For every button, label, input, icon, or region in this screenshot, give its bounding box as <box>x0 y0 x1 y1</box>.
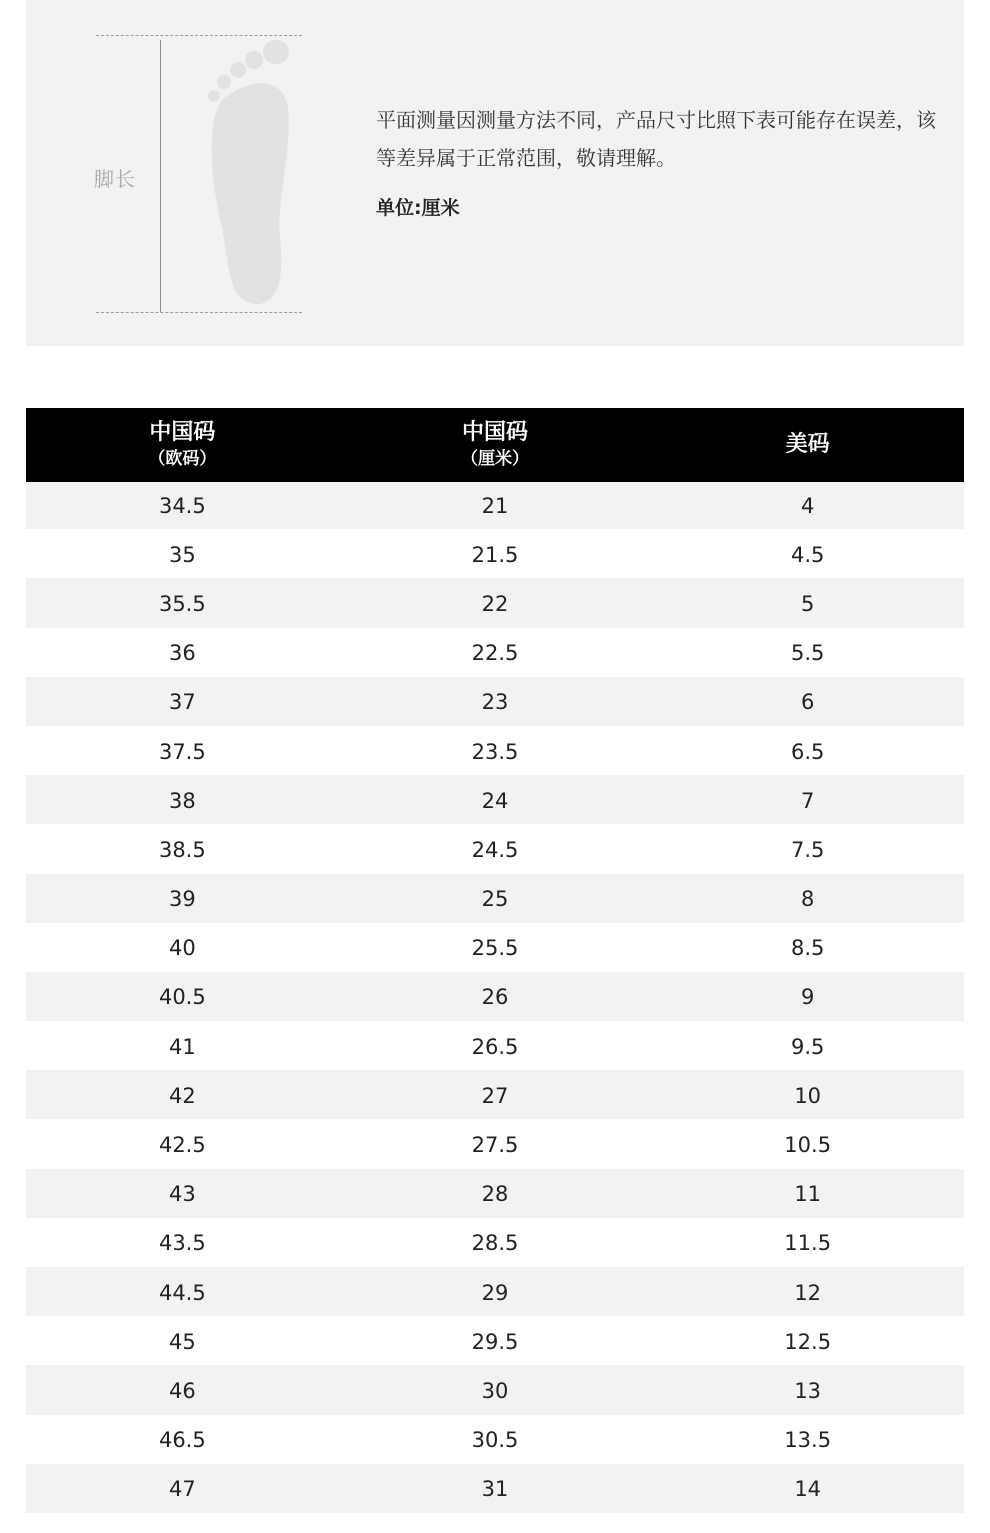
cell-us-size: 5.5 <box>790 641 825 666</box>
cell-cm-size: 27.5 <box>471 1133 519 1158</box>
cell-cm-size: 21.5 <box>471 542 519 567</box>
cell-cm-size: 22 <box>481 591 509 616</box>
cell-eu-size: 34.5 <box>158 493 206 518</box>
table-row <box>26 1466 964 1515</box>
cell-cm-size: 21 <box>481 493 509 518</box>
cell-cm-size: 24 <box>481 788 509 813</box>
cell-eu-size: 40.5 <box>158 985 206 1010</box>
cell-eu-size: 43 <box>168 1182 196 1207</box>
header-us-size-title: 美码 <box>785 432 830 457</box>
foot-length-label: 脚长 <box>94 167 136 191</box>
cell-eu-size: 42 <box>168 1083 196 1108</box>
cell-cm-size: 31 <box>481 1477 509 1502</box>
cell-eu-size: 46.5 <box>158 1428 206 1453</box>
header-eu-size-subtitle: （欧码） <box>148 449 217 469</box>
table-row <box>26 1023 964 1072</box>
cell-eu-size: 40 <box>168 936 196 961</box>
cell-cm-size: 27 <box>481 1083 509 1108</box>
table-row <box>26 974 964 1023</box>
cell-cm-size: 29.5 <box>471 1329 519 1354</box>
table-row <box>26 1318 964 1367</box>
cell-cm-size: 28 <box>481 1182 509 1207</box>
header-eu-size <box>26 408 339 482</box>
cell-eu-size: 38 <box>168 788 196 813</box>
cell-cm-size: 23.5 <box>471 739 519 764</box>
table-row <box>26 777 964 826</box>
cell-eu-size: 37 <box>168 690 196 715</box>
cell-us-size: 13.5 <box>784 1428 832 1453</box>
table-row <box>26 925 964 974</box>
measurement-disclaimer: 平面测量因测量方法不同，产品尺寸比照下表可能存在误差，该等差异属于正常范围，敬请理解。 <box>376 108 936 170</box>
cell-eu-size: 36 <box>168 641 196 666</box>
cell-us-size: 9.5 <box>790 1034 825 1059</box>
cell-us-size: 12 <box>794 1280 822 1305</box>
foot-length-measure-line <box>160 40 161 312</box>
table-row <box>26 531 964 580</box>
cell-eu-size: 42.5 <box>158 1133 206 1158</box>
unit-label: 单位:厘米 <box>376 197 460 219</box>
header-cm-size-subtitle: （厘米） <box>461 449 529 469</box>
table-row <box>26 1121 964 1170</box>
cell-us-size: 7.5 <box>790 837 825 862</box>
cell-us-size: 8.5 <box>790 936 825 961</box>
cell-us-size: 10 <box>794 1083 822 1108</box>
top-dashed-guide <box>96 35 302 36</box>
cell-cm-size: 26.5 <box>471 1034 519 1059</box>
cell-eu-size: 45 <box>168 1329 196 1354</box>
table-row <box>26 1417 964 1466</box>
header-cm-size-title: 中国码 <box>462 420 529 445</box>
cell-eu-size: 43.5 <box>158 1231 206 1256</box>
cell-eu-size: 35.5 <box>158 591 206 616</box>
cell-us-size: 7 <box>800 788 815 813</box>
table-row <box>26 1072 964 1121</box>
bottom-dashed-guide <box>96 312 302 313</box>
cell-us-size: 5 <box>800 591 815 616</box>
cell-us-size: 14 <box>794 1477 822 1502</box>
cell-cm-size: 25.5 <box>471 936 519 961</box>
table-row <box>26 1220 964 1269</box>
cell-us-size: 6 <box>800 690 815 715</box>
cell-eu-size: 37.5 <box>158 739 206 764</box>
table-row <box>26 630 964 679</box>
header-eu-size-title: 中国码 <box>149 420 216 445</box>
cell-eu-size: 35 <box>168 542 196 567</box>
cell-eu-size: 47 <box>168 1477 196 1502</box>
cell-us-size: 8 <box>800 887 815 912</box>
table-row <box>26 1171 964 1220</box>
header-cm-size <box>339 408 652 482</box>
cell-eu-size: 46 <box>168 1378 196 1403</box>
cell-cm-size: 30.5 <box>471 1428 519 1453</box>
table-row <box>26 1269 964 1318</box>
footprint-icon <box>184 38 304 312</box>
table-row <box>26 482 964 531</box>
cell-cm-size: 24.5 <box>471 837 519 862</box>
cell-us-size: 11 <box>794 1182 822 1207</box>
cell-cm-size: 26 <box>481 985 509 1010</box>
table-header <box>26 408 964 482</box>
table-row <box>26 826 964 875</box>
table-row <box>26 876 964 925</box>
size-table <box>26 408 964 1515</box>
cell-us-size: 6.5 <box>790 739 825 764</box>
cell-cm-size: 29 <box>481 1280 509 1305</box>
table-row <box>26 1367 964 1416</box>
table-row <box>26 728 964 777</box>
cell-eu-size: 38.5 <box>158 837 206 862</box>
cell-eu-size: 44.5 <box>158 1280 206 1305</box>
cell-us-size: 10.5 <box>784 1133 832 1158</box>
cell-us-size: 9 <box>800 985 815 1010</box>
table-body <box>26 482 964 1515</box>
cell-us-size: 11.5 <box>784 1231 832 1256</box>
header-us-size <box>651 408 964 482</box>
cell-cm-size: 30 <box>481 1378 509 1403</box>
cell-us-size: 4.5 <box>790 542 825 567</box>
measurement-info-panel <box>26 0 964 346</box>
cell-eu-size: 39 <box>168 887 196 912</box>
cell-eu-size: 41 <box>168 1034 196 1059</box>
cell-us-size: 13 <box>794 1378 822 1403</box>
cell-cm-size: 28.5 <box>471 1231 519 1256</box>
cell-us-size: 12.5 <box>784 1329 832 1354</box>
cell-cm-size: 23 <box>481 690 509 715</box>
cell-cm-size: 22.5 <box>471 641 519 666</box>
table-row <box>26 679 964 728</box>
cell-us-size: 4 <box>800 493 815 518</box>
cell-cm-size: 25 <box>481 887 509 912</box>
table-row <box>26 580 964 629</box>
